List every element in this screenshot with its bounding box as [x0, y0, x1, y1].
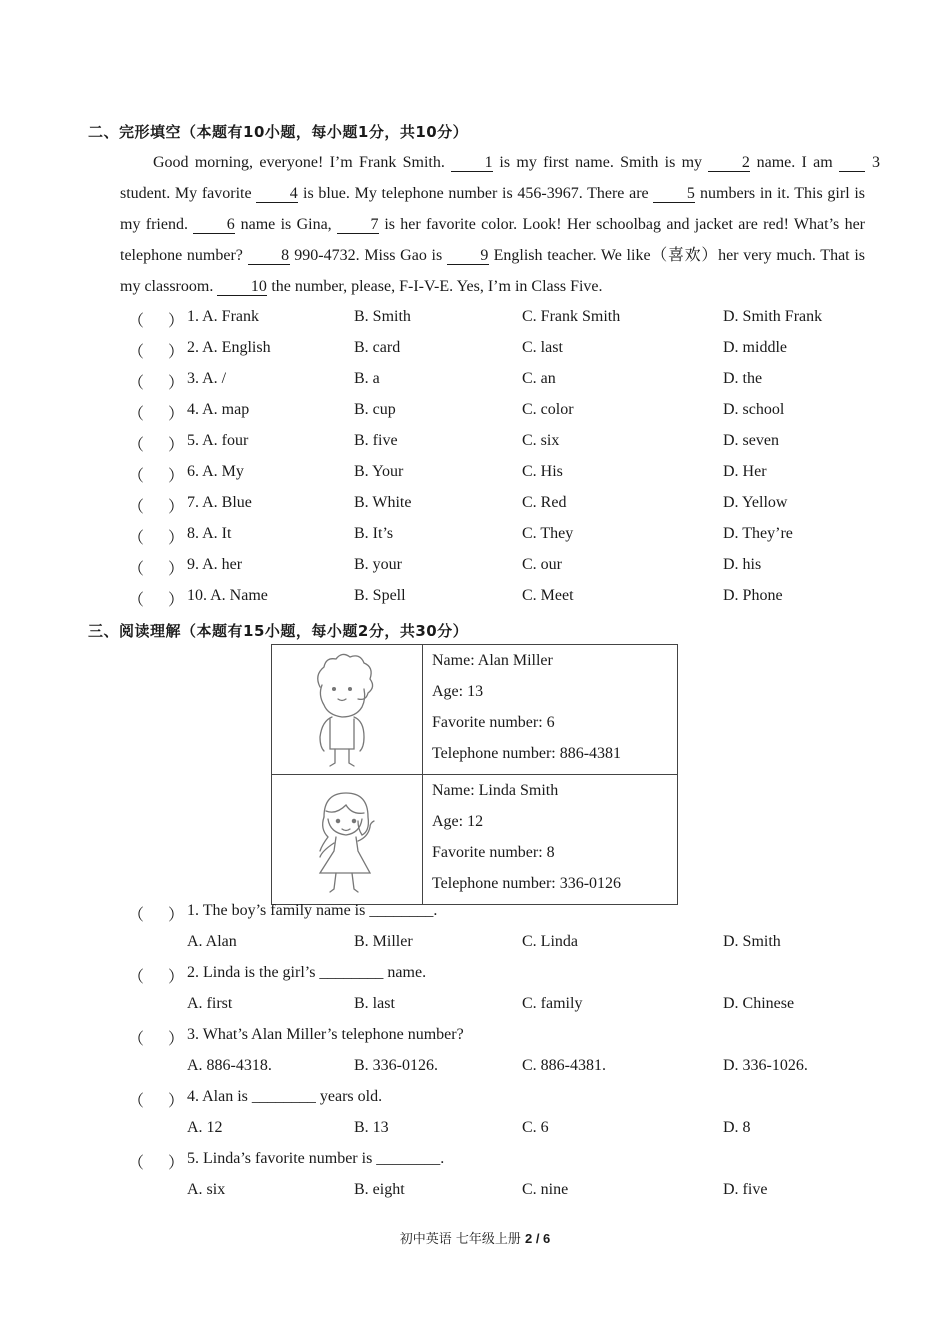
option-c: C. our	[522, 556, 562, 573]
passage-text: is my first name. Smith is my	[493, 154, 709, 171]
page-footer	[0, 1228, 950, 1247]
option-c: C. family	[522, 995, 583, 1012]
reading-question-row	[0, 958, 950, 989]
answer-paren-right: ）	[168, 969, 185, 986]
passage-text: the number, please, F-I-V-E. Yes, I’m in Class Five.	[267, 278, 603, 295]
cloze-blank-10: 10	[217, 278, 267, 296]
cloze-blank-3: 3	[839, 154, 865, 172]
footer-subject: 初中英语 七年级上册	[399, 1232, 521, 1247]
question-number	[187, 339, 271, 357]
option-a: A. Blue	[202, 494, 252, 511]
passage-text: English teacher. We like（喜欢）her very much. That is my classroom.	[120, 247, 865, 295]
option-d: D. 8	[723, 1119, 751, 1136]
question-number-text: 9.	[187, 556, 199, 573]
option-a: A. four	[202, 432, 249, 449]
question-number	[187, 401, 249, 419]
option-c: C. 886-4381.	[522, 1057, 606, 1074]
answer-paren-left: （	[128, 1155, 145, 1172]
profile-table	[271, 644, 678, 905]
option-a: A. first	[187, 995, 233, 1012]
linda-favorite-number: Favorite number: 8	[432, 844, 555, 861]
girl-picture	[272, 775, 423, 905]
passage-text: is her favorite color. Look! Her schoolbag and jacket are red! What’s her telephone number?	[120, 216, 865, 264]
answer-paren-right: ）	[168, 406, 185, 423]
cloze-question-row	[0, 364, 950, 395]
option-c: C. an	[522, 370, 556, 387]
option-c: C. His	[522, 463, 563, 480]
option-b: B. White	[354, 494, 412, 511]
question-stem: 2. Linda is the girl’s ________ name.	[187, 964, 427, 981]
reading-options-row	[0, 989, 950, 1020]
option-d: D. Smith Frank	[723, 308, 823, 325]
alan-name: Name: Alan Miller	[432, 652, 553, 669]
option-a: A. Alan	[187, 933, 237, 950]
option-b: B. eight	[354, 1181, 405, 1198]
option-b: B. Miller	[354, 933, 413, 950]
answer-paren-right: ）	[168, 561, 185, 578]
answer-paren-left: （	[128, 1093, 145, 1110]
reading-options-row	[0, 927, 950, 958]
answer-paren-left: （	[128, 344, 145, 361]
alan-favorite-number: Favorite number: 6	[432, 714, 555, 731]
question-number	[187, 432, 248, 450]
option-d: D. 336-1026.	[723, 1057, 808, 1074]
boy-picture	[272, 645, 423, 775]
question-number-text: 8.	[187, 525, 199, 542]
option-b: B. last	[354, 995, 395, 1012]
answer-paren-right: ）	[168, 1031, 185, 1048]
reading-question-row	[0, 1020, 950, 1051]
option-d: D. Chinese	[723, 995, 795, 1012]
option-a: A. It	[202, 525, 232, 542]
option-d: D. his	[723, 556, 762, 573]
cloze-question-row	[0, 581, 950, 612]
answer-paren-right: ）	[168, 468, 185, 485]
option-c: C. six	[522, 432, 560, 449]
option-b: B. Spell	[354, 587, 406, 604]
profile-row-linda	[272, 775, 678, 905]
cloze-question-row	[0, 488, 950, 519]
cloze-question-row	[0, 426, 950, 457]
answer-paren-left: （	[128, 969, 145, 986]
answer-paren-left: （	[128, 907, 145, 924]
reading-question-row	[0, 896, 950, 927]
answer-paren-left: （	[128, 530, 145, 547]
option-d: D. school	[723, 401, 785, 418]
option-a: A. 12	[187, 1119, 223, 1136]
option-b: B. 336-0126.	[354, 1057, 438, 1074]
option-b: B. It’s	[354, 525, 394, 542]
linda-age: Age: 12	[432, 813, 484, 830]
option-c: C. Red	[522, 494, 567, 511]
answer-paren-left: （	[128, 406, 145, 423]
question-number-text: 1.	[187, 308, 199, 325]
option-a: A. /	[202, 370, 227, 387]
passage-text: numbers in it. This girl is my friend.	[120, 185, 866, 233]
option-a: A. English	[202, 339, 271, 356]
profile-row-alan	[272, 645, 678, 775]
reading-options-row	[0, 1051, 950, 1082]
option-b: B. your	[354, 556, 402, 573]
option-b: B. a	[354, 370, 380, 387]
answer-paren-right: ）	[168, 530, 185, 547]
answer-paren-left: （	[128, 1031, 145, 1048]
option-d: D. Smith	[723, 933, 781, 950]
alan-telephone: Telephone number: 886-4381	[432, 745, 622, 762]
question-number-text: 4.	[187, 401, 199, 418]
option-c: C. 6	[522, 1119, 549, 1136]
passage-text: name is Gina,	[235, 216, 337, 233]
option-b: B. five	[354, 432, 398, 449]
alan-profile	[423, 645, 678, 775]
option-d: D. Phone	[723, 587, 783, 604]
option-a: A. six	[187, 1181, 226, 1198]
option-c: C. Linda	[522, 933, 578, 950]
option-d: D. They’re	[723, 525, 793, 542]
linda-telephone: Telephone number: 336-0126	[432, 875, 622, 892]
option-c: C. nine	[522, 1181, 569, 1198]
answer-paren-right: ）	[168, 313, 185, 330]
option-b: B. card	[354, 339, 401, 356]
option-c: C. Frank Smith	[522, 308, 621, 325]
passage-text: name. I am	[750, 154, 840, 171]
answer-paren-left: （	[128, 592, 145, 609]
cloze-paragraph	[120, 147, 881, 302]
girl-illustration	[272, 775, 422, 899]
option-a: A. Name	[210, 587, 268, 604]
option-d: D. seven	[723, 432, 779, 449]
option-c: C. color	[522, 401, 574, 418]
cloze-question-row	[0, 395, 950, 426]
option-b: B. cup	[354, 401, 396, 418]
question-stem: 1. The boy’s family name is ________.	[187, 902, 438, 919]
question-number	[187, 494, 252, 512]
answer-paren-left: （	[128, 561, 145, 578]
passage-text: student. My favorite	[120, 185, 257, 202]
question-stem: 3. What’s Alan Miller’s telephone number?	[187, 1026, 464, 1043]
answer-paren-left: （	[128, 313, 145, 330]
question-number-text: 2.	[187, 339, 199, 356]
boy-illustration	[272, 645, 422, 769]
answer-paren-right: ）	[168, 1093, 185, 1110]
option-c: C. last	[522, 339, 563, 356]
cloze-blank-6: 6	[193, 216, 235, 234]
answer-paren-right: ）	[168, 907, 185, 924]
option-d: D. the	[723, 370, 763, 387]
reading-question-row	[0, 1082, 950, 1113]
reading-question-row	[0, 1144, 950, 1175]
passage-text: Good morning, everyone! I’m Frank Smith.	[153, 154, 452, 171]
answer-paren-left: （	[128, 499, 145, 516]
option-a: A. 886-4318.	[187, 1057, 272, 1074]
answer-paren-right: ）	[168, 1155, 185, 1172]
option-a: A. map	[202, 401, 250, 418]
option-d: D. middle	[723, 339, 787, 356]
question-number-text: 10.	[187, 587, 207, 604]
cloze-question-row	[0, 550, 950, 581]
section3-title: 三、阅读理解（本题有15小题，每小题2分，共30分）	[88, 622, 469, 640]
cloze-blank-7: 7	[337, 216, 379, 234]
question-number-text: 3.	[187, 370, 199, 387]
cloze-blank-9: 9	[447, 247, 489, 265]
cloze-question-row	[0, 302, 950, 333]
question-number	[187, 556, 242, 574]
answer-paren-right: ）	[168, 344, 185, 361]
option-c: C. Meet	[522, 587, 574, 604]
option-d: D. five	[723, 1181, 768, 1198]
option-b: B. 13	[354, 1119, 389, 1136]
option-d: D. Yellow	[723, 494, 788, 511]
question-stem: 5. Linda’s favorite number is ________.	[187, 1150, 445, 1167]
page-number: 2 / 6	[524, 1231, 551, 1246]
cloze-passage	[120, 147, 881, 302]
question-number	[187, 463, 244, 481]
passage-text: 990-4732. Miss Gao is	[289, 247, 447, 264]
option-b: B. Smith	[354, 308, 411, 325]
cloze-blank-1: 1	[451, 154, 493, 172]
option-a: A. My	[202, 463, 244, 480]
answer-paren-left: （	[128, 468, 145, 485]
question-stem: 4. Alan is ________ years old.	[187, 1088, 383, 1105]
cloze-question-row	[0, 333, 950, 364]
cloze-blank-4: 4	[256, 185, 298, 203]
answer-paren-right: ）	[168, 499, 185, 516]
cloze-blank-5: 5	[653, 185, 695, 203]
answer-paren-right: ）	[168, 592, 185, 609]
question-number	[187, 587, 268, 605]
alan-age: Age: 13	[432, 683, 484, 700]
linda-profile	[423, 775, 678, 905]
cloze-question-row	[0, 519, 950, 550]
reading-options-row	[0, 1113, 950, 1144]
answer-paren-right: ）	[168, 437, 185, 454]
answer-paren-right: ）	[168, 375, 185, 392]
reading-options-row	[0, 1175, 950, 1206]
question-number	[187, 370, 226, 388]
question-number-text: 6.	[187, 463, 199, 480]
cloze-blank-8: 8	[248, 247, 290, 265]
option-b: B. Your	[354, 463, 404, 480]
answer-paren-left: （	[128, 375, 145, 392]
cloze-blank-2: 2	[708, 154, 750, 172]
question-number	[187, 308, 259, 326]
question-number-text: 7.	[187, 494, 199, 511]
answer-paren-left: （	[128, 437, 145, 454]
option-a: A. her	[202, 556, 243, 573]
passage-text: is blue. My telephone number is 456-3967. There are	[298, 185, 654, 202]
question-number-text: 5.	[187, 432, 199, 449]
section2-title: 二、完形填空（本题有10小题，每小题1分，共10分）	[88, 123, 469, 141]
option-a: A. Frank	[202, 308, 260, 325]
option-d: D. Her	[723, 463, 767, 480]
question-number	[187, 525, 231, 543]
linda-name: Name: Linda Smith	[432, 782, 559, 799]
option-c: C. They	[522, 525, 574, 542]
cloze-question-row	[0, 457, 950, 488]
